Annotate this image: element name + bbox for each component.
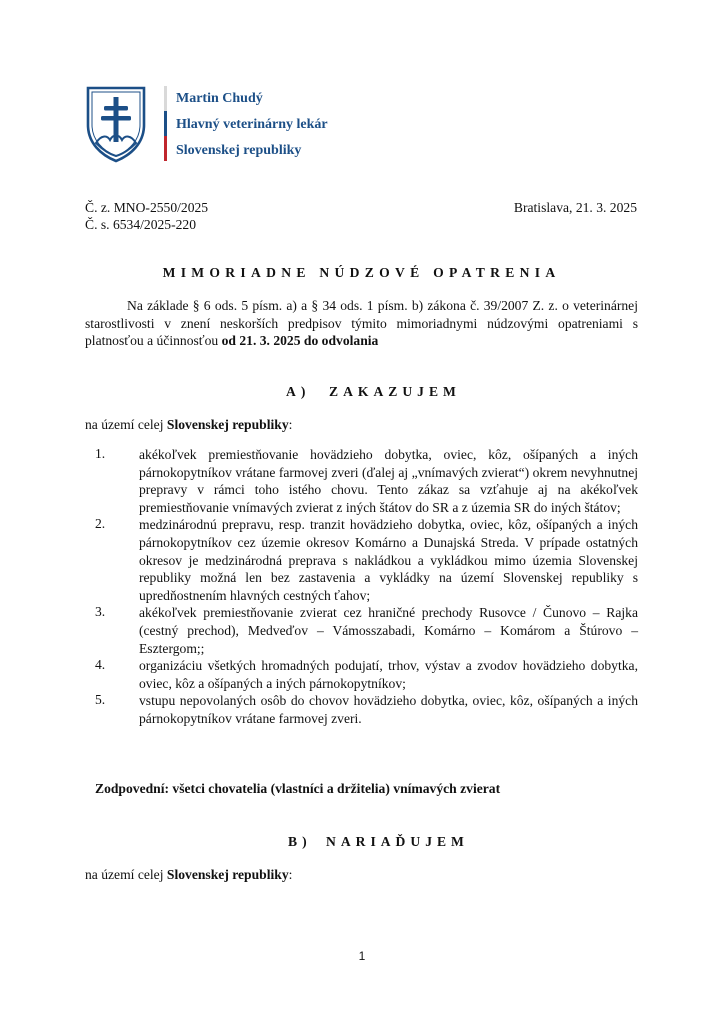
section-a-territory	[85, 417, 292, 433]
list-item-number: 2.	[95, 516, 106, 532]
list-item-number: 5.	[95, 692, 106, 708]
section-a-letter: A)	[286, 384, 311, 399]
territory-prefix: na území celej	[85, 867, 167, 882]
list-item-text: medzinárodnú prepravu, resp. tranzit hovädzieho dobytka, oviec, kôz, ošípaných a iných párnokopytníkov cez územie okresov Komárno a Dunajská Streda. V prípade ostatných okresov je medzinárodná preprava s nakládkou a vykládkou mimo územia Slovenskej republiky možná len bez zastavenia a vykládky na území Slovenskej republiky s upredňostnením hlavných cestných ťahov;	[139, 517, 638, 603]
section-b-territory	[85, 867, 292, 883]
territory-bold: Slovenskej republiky	[166, 417, 289, 432]
territory-bold: Slovenskej republiky	[166, 867, 289, 882]
list-item	[85, 657, 638, 692]
list-item	[85, 516, 638, 604]
intro-text: Na základe § 6 ods. 5 písm. a) a § 34 ods. 1 písm. b) zákona č. 39/2007 Z. z. o veterinárnej starostlivosti v znení neskorších predpisov týmito mimoriadnymi núdzovými opatreniami s platnosťou a účinnosťou	[85, 298, 638, 349]
flag-bar-blue	[164, 111, 167, 136]
intro-paragraph	[85, 297, 638, 350]
flag-bar-white	[164, 86, 167, 111]
list-item-text: vstupu nepovolaných osôb do chovov hovädzieho dobytka, oviec, kôz, ošípaných a iných párnokopytníkov vrátane farmovej zveri.	[139, 693, 638, 726]
territory-suffix: :	[288, 417, 293, 432]
responsible-parties: Zodpovední: všetci chovatelia (vlastníci a držitelia) vnímavých zvierat	[95, 781, 501, 796]
list-item-number: 1.	[95, 446, 106, 461]
list-item-text: akékoľvek premiestňovanie zvierat cez hraničné prechody Rusovce / Čunovo – Rajka (cestný prechod), Medveďov – Vámosszabadi, Komárno – Komárom a Štúrovo – Esztergom;;	[139, 605, 638, 656]
territory-suffix: :	[288, 867, 293, 882]
list-item-text: akékoľvek premiestňovanie hovädzieho dobytka, oviec, kôz, ošípaných a iných párnokopytníkov vrátane farmovej zveri (ďalej aj „vnímavých zvierat“) okrem nevyhnutnej prepravy v rámci toho istého chovu. Tento zákaz sa vzťahuje aj na akékoľvek premiestňovanie vnímavých zvierat z iných štátov do SR a z územia SR do iných štátov;	[139, 447, 638, 515]
list-item	[85, 446, 638, 516]
list-item-text: organizáciu všetkých hromadných podujatí, trhov, výstav a zvodov hovädzieho dobytka, oviec, kôz a ošípaných a iných párnokopytníkov;	[139, 658, 638, 691]
section-a-heading: ZAKAZUJEM	[329, 384, 461, 399]
list-item-number: 4.	[95, 657, 106, 673]
issuer-country: Slovenskej republiky	[176, 143, 302, 158]
issuer-position: Hlavný veterinárny lekár	[176, 117, 328, 132]
reference-line-2: Č. s. 6534/2025-220	[85, 217, 197, 232]
page-number: 1	[358, 949, 366, 963]
document-title: MIMORIADNE NÚDZOVÉ OPATRENIA	[162, 265, 561, 280]
territory-prefix: na území celej	[85, 417, 167, 432]
slovak-coat-of-arms-icon	[85, 85, 147, 163]
list-item-number: 3.	[95, 604, 106, 620]
flag-bars	[164, 86, 168, 162]
reference-numbers	[85, 199, 208, 233]
issuer-name: Martin Chudý	[176, 91, 263, 106]
prohibition-list	[85, 446, 638, 728]
place-date: Bratislava, 21. 3. 2025	[513, 200, 637, 215]
issuer-block	[176, 86, 328, 164]
list-item	[85, 692, 638, 727]
reference-line-1: Č. z. MNO-2550/2025	[85, 200, 209, 215]
section-b-heading: NARIAĎUJEM	[326, 834, 469, 849]
list-item	[85, 604, 638, 657]
intro-validity: od 21. 3. 2025 do odvolania	[221, 333, 379, 349]
section-b-letter: B)	[288, 834, 312, 849]
flag-bar-red	[164, 136, 167, 161]
